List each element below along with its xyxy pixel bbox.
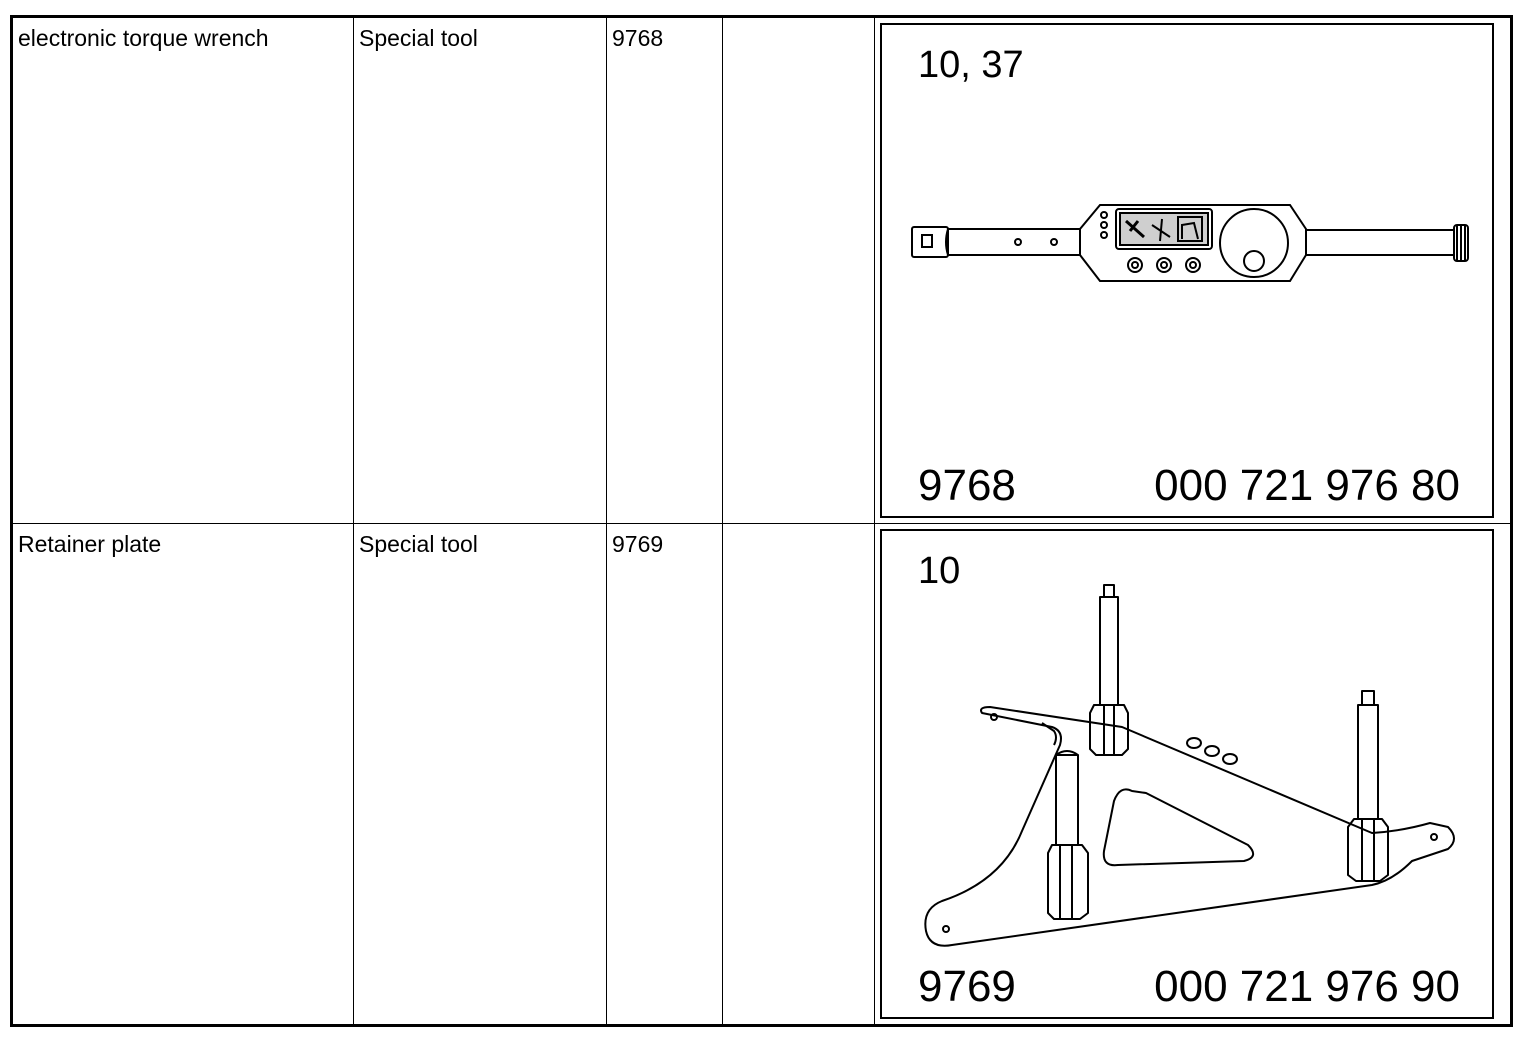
number-cell [607, 18, 723, 523]
table-row [13, 18, 1510, 524]
figure-cell [875, 18, 1510, 523]
special-tools-table [10, 15, 1513, 1027]
figure-part-number: 000 721 976 90 [1154, 962, 1460, 1011]
description-cell [13, 18, 354, 523]
retainer-plate-illustration [882, 531, 1490, 1021]
number-cell [607, 524, 723, 1024]
note-cell [723, 18, 875, 523]
torque-wrench-illustration [882, 25, 1490, 515]
description-cell [13, 524, 354, 1024]
note-cell [723, 524, 875, 1024]
tool-category: Special tool [359, 25, 478, 51]
figure-cell [875, 524, 1510, 1024]
tool-figure [880, 23, 1494, 518]
category-cell [354, 524, 607, 1024]
tool-description: Retainer plate [18, 531, 162, 557]
tool-figure [880, 529, 1494, 1019]
figure-chapters: 10 [918, 550, 961, 592]
tool-description: electronic torque wrench [18, 25, 269, 51]
table-row [13, 524, 1510, 1024]
tool-category: Special tool [359, 531, 478, 557]
figure-tool-number: 9768 [918, 461, 1016, 510]
figure-part-number: 000 721 976 80 [1154, 461, 1460, 510]
tool-number: 9769 [612, 531, 664, 557]
figure-tool-number: 9769 [918, 962, 1016, 1011]
tool-number: 9768 [612, 25, 664, 51]
figure-chapters: 10, 37 [918, 44, 1024, 86]
category-cell [354, 18, 607, 523]
